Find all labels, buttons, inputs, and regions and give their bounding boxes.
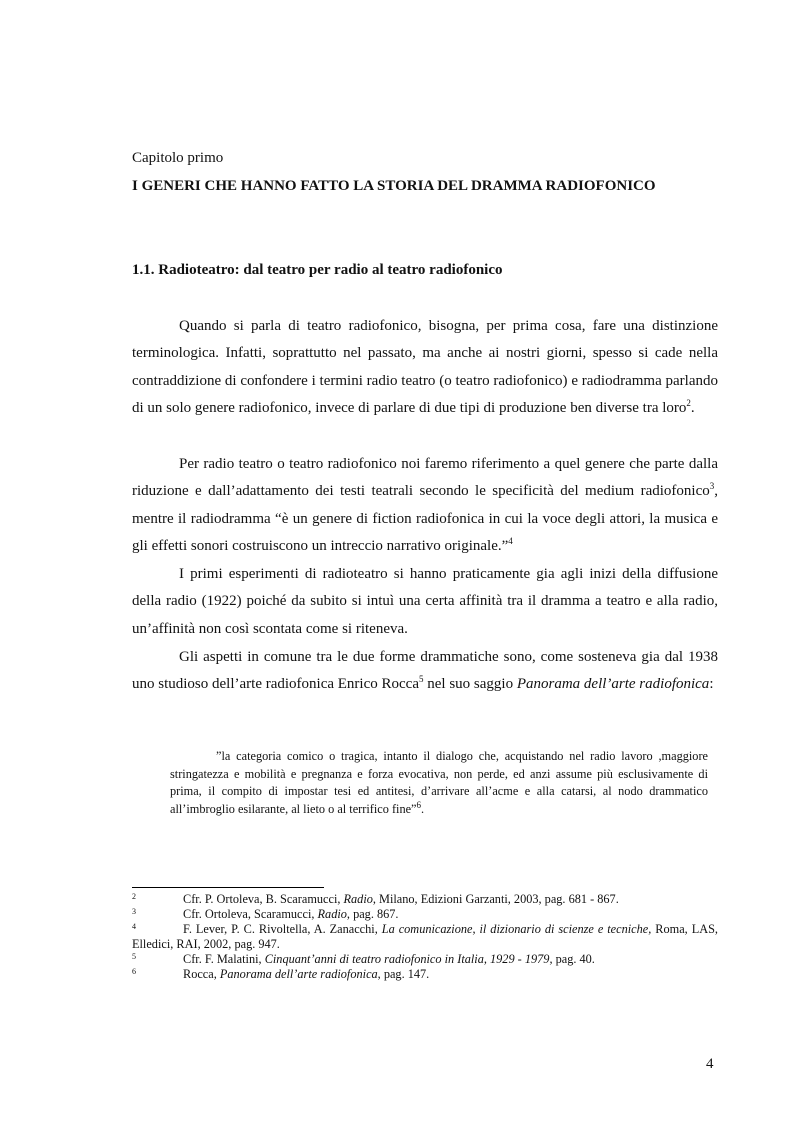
chapter-title: I GENERI CHE HANNO FATTO LA STORIA DEL DRAMMA RADIOFONICO xyxy=(132,178,656,194)
footnote-number: 2 xyxy=(132,892,136,901)
footnote-number: 3 xyxy=(132,907,136,916)
paragraph-4: Gli aspetti in comune tra le due forme drammatiche sono, come sosteneva gia dal 1938 uno studioso dell’arte radiofonica Enrico Rocca$^5$ nel suo saggio Panorama dell’arte radiofonica: xyxy=(132,649,718,693)
paragraph-1: Quando si parla di teatro radiofonico, bisogna, per prima cosa, fare una distinzione terminologica. Infatti, soprattutto nel passato, ma anche ai nostri giorni, spesso si cade nella contraddizione di confondere i termini radio teatro (o teatro radiofonico) e radiodramma parlando di un solo genere radiofonico, invece di parlare di due tipi di produzione ben diverse tra loro$^2$. xyxy=(132,318,718,416)
footnote: 3 Cfr. Ortoleva, Scaramucci, Radio, pag. 867. xyxy=(132,907,718,922)
page-number: 4 xyxy=(706,1056,714,1072)
footnote-ref-2[interactable]: 2 xyxy=(686,397,691,408)
paragraph-3: I primi esperimenti di radioteatro si hanno praticamente gia agli inizi della diffusione della radio (1922) poiché da subito si intuì una certa affinità tra il dramma a teatro e alla radio, un’affinità non così scontata come si riteneva. xyxy=(132,566,718,637)
chapter-label: Capitolo primo xyxy=(132,150,224,166)
paragraph-2: Per radio teatro o teatro radiofonico noi faremo riferimento a quel genere che parte dalla riduzione e dall’adattamento dei testi teatrali secondo le specificità del medium radiofonico$^3$, mentre il radiodramma “è un genere di fiction radiofonica in cui la voce degli attori, la musica e gli effetti sonori costruiscono un intreccio narrativo originale.”$^4$ xyxy=(132,456,718,554)
book-title: Panorama dell’arte radiofonica xyxy=(516,676,710,693)
block-quote: ”la categoria comico o tragica, intanto il dialogo che, acquistando nel radio lavoro ,maggiore stringatezza e mobilità e pregnanza e forza evocativa, non perde, ed anzi assume più esclusivamente di prima, il compito di impostar tesi ed antitesi, d’arrivare all’acme e alla catarsi, al nodo drammatico all’imbroglio esilarante, al lieto o al terrifico fine”$^6$. xyxy=(170,749,708,816)
footnote-ref-3[interactable]: 3 xyxy=(709,481,715,492)
footnote-ref-5[interactable]: 5 xyxy=(419,674,424,685)
footnotes xyxy=(132,892,718,982)
footnote-number: 4 xyxy=(132,922,136,931)
footnote: 4 F. Lever, P. C. Rivoltella, A. Zanacchi, La comunicazione, il dizionario di scienze e tecniche, Roma, LAS, Elledici, RAI, 2002, pag. 947. xyxy=(132,922,718,952)
footnote: 2 Cfr. P. Ortoleva, B. Scaramucci, Radio, Milano, Edizioni Garzanti, 2003, pag. 681 - 867. xyxy=(132,892,718,907)
footnote-ref-6[interactable]: 6 xyxy=(416,799,422,810)
footnote-number: 6 xyxy=(132,967,136,976)
section-title: 1.1. Radioteatro: dal teatro per radio al teatro radiofonico xyxy=(132,262,503,278)
footnote-separator xyxy=(132,887,324,888)
footnote-number: 5 xyxy=(132,952,136,961)
footnote: 5 Cfr. F. Malatini, Cinquant’anni di teatro radiofonico in Italia, 1929 - 1979, pag. 40. xyxy=(132,952,718,967)
footnote-ref-4[interactable]: 4 xyxy=(508,535,513,546)
footnote: 6 Rocca, Panorama dell’arte radiofonica, pag. 147. xyxy=(132,967,718,982)
